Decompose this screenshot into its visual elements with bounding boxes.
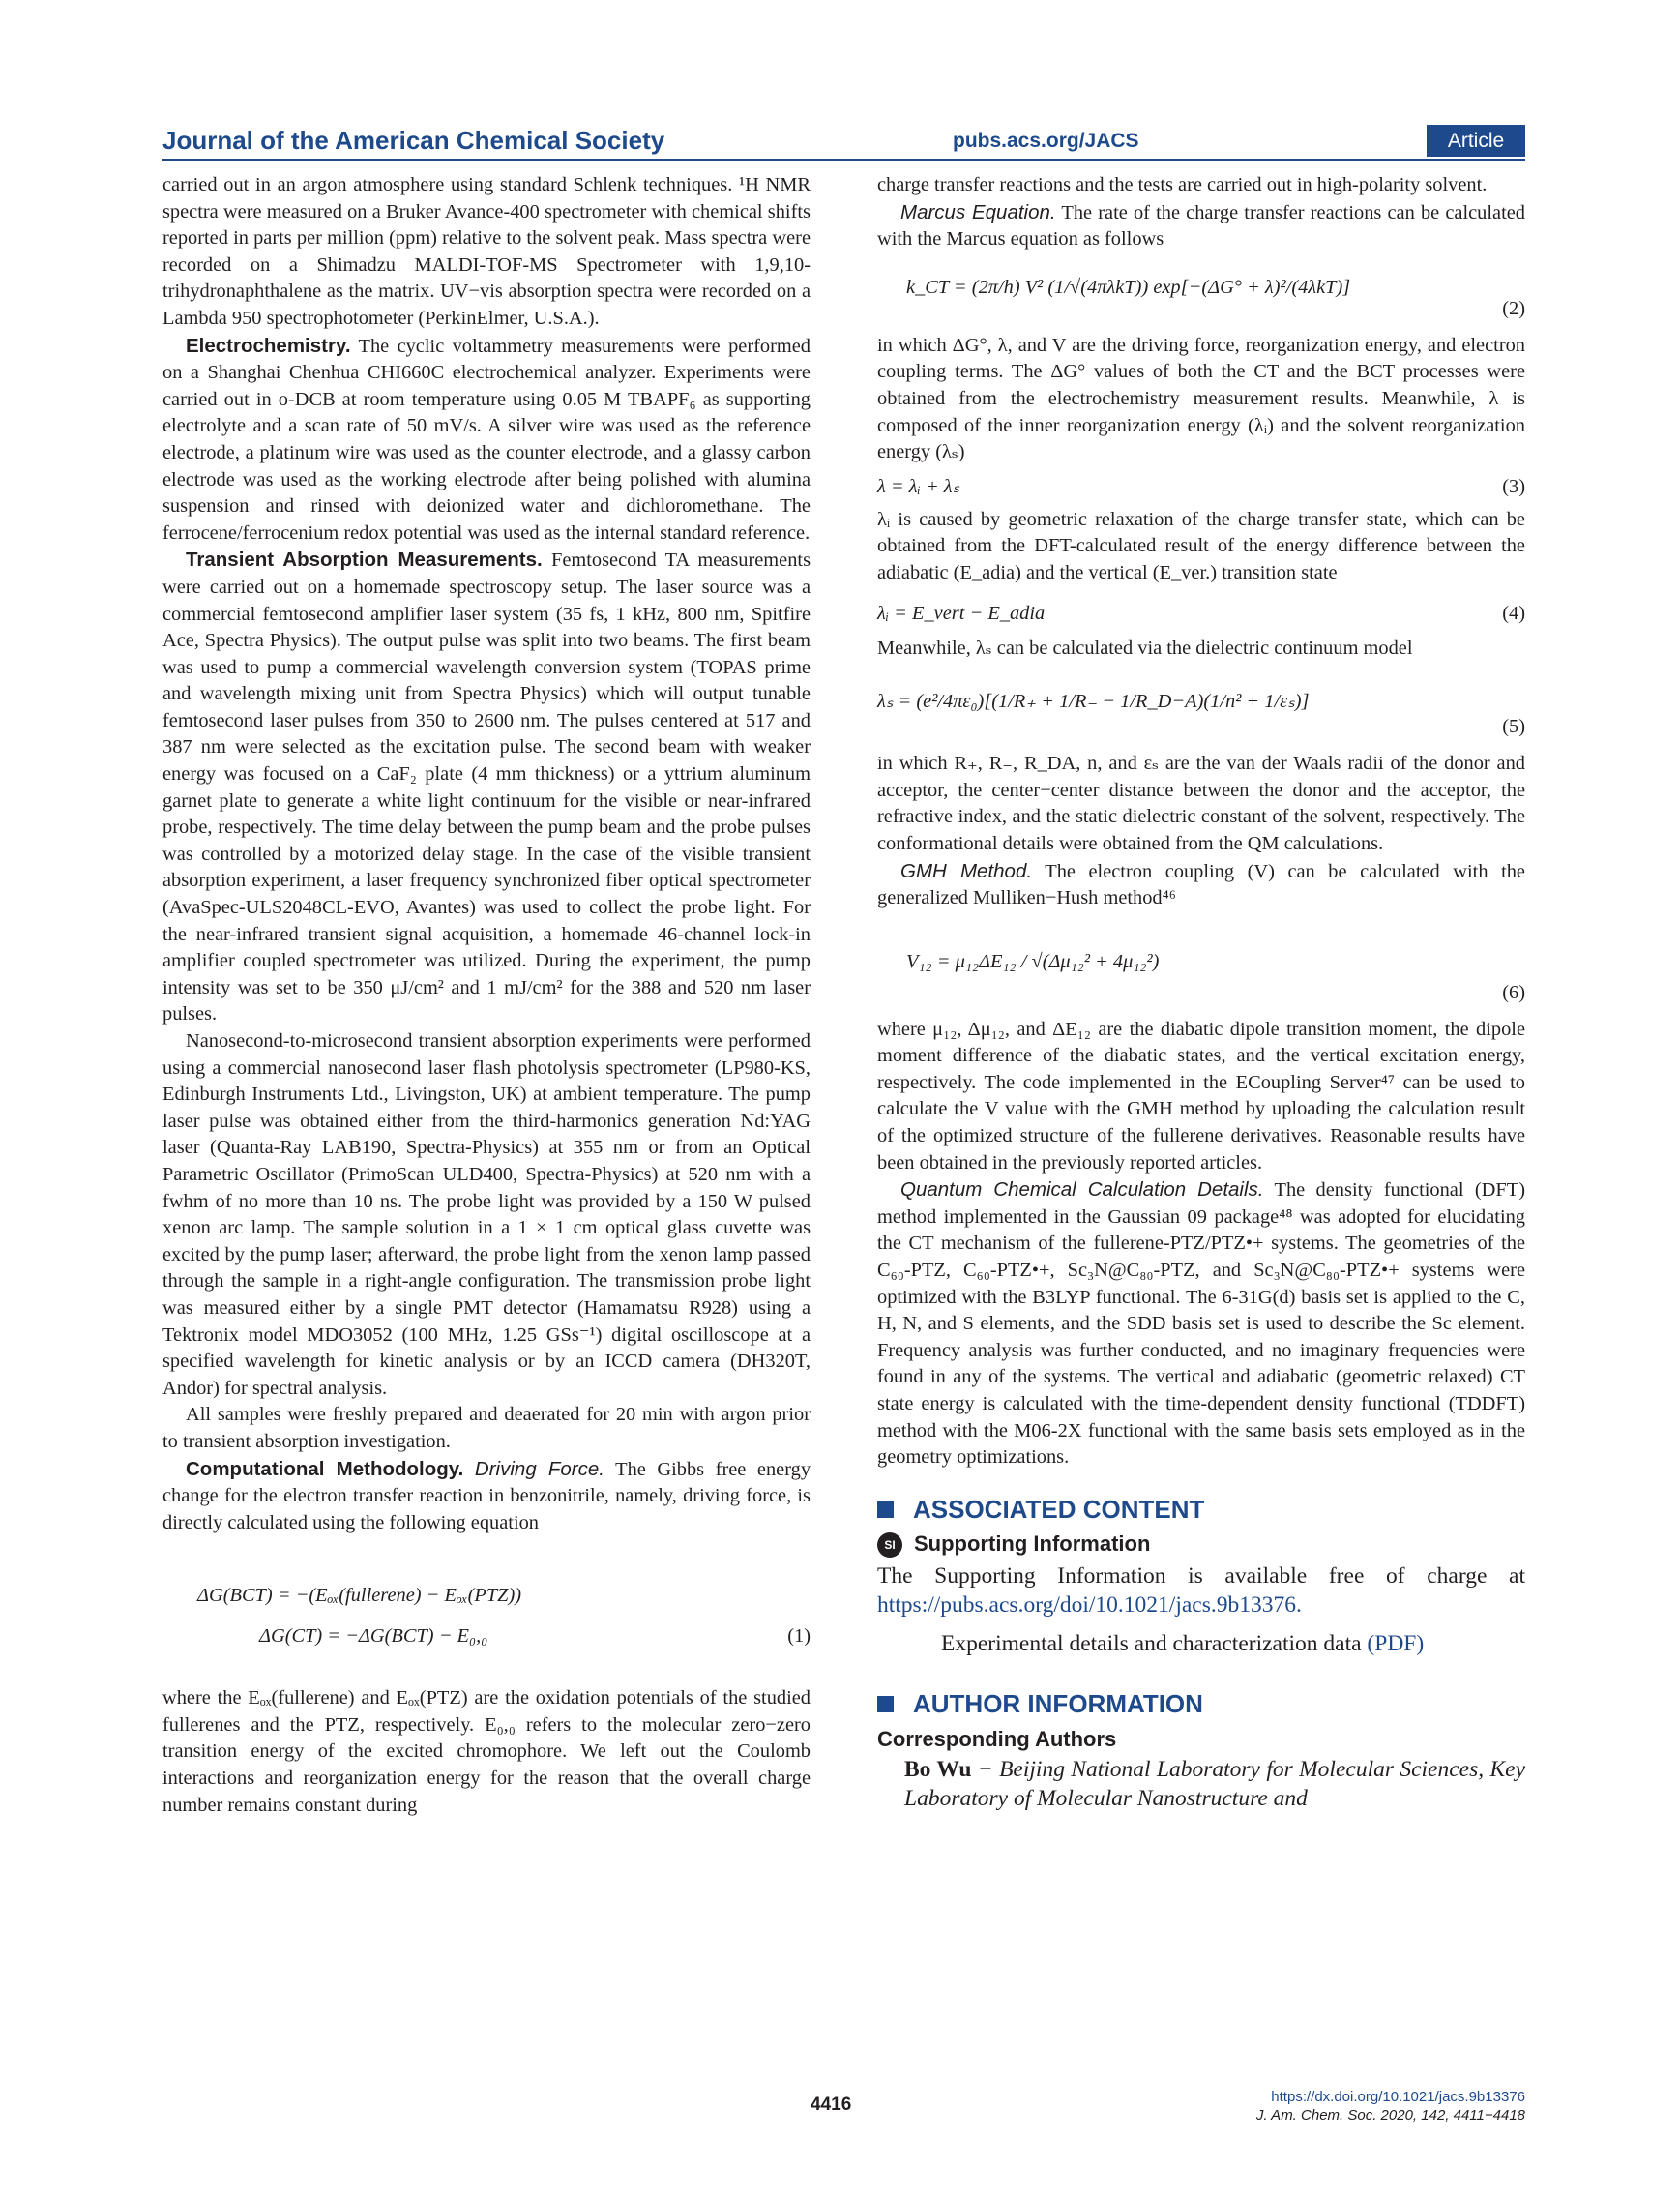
equation-5-body: λₛ = (e²/4πε₀)[(1/R₊ + 1/R₋ − 1/R_D−A)(1/n² + 1/εₛ)]	[877, 691, 1310, 713]
supporting-info-icon: SI	[877, 1532, 902, 1558]
footer-doi-link[interactable]: https://dx.doi.org/10.1021/jacs.9b13376	[1271, 2089, 1525, 2105]
paragraph-samples: All samples were freshly prepared and deaerated for 20 min with argon prior to transient absorption investigation.	[162, 1404, 811, 1452]
si-item: Experimental details and characterization data (PDF)	[941, 1631, 1425, 1657]
equation-6-body: V₁₂ = μ₁₂ΔE₁₂ / √(Δμ₁₂² + 4μ₁₂²)	[906, 950, 1160, 972]
equation-1-number: (1)	[787, 1625, 811, 1648]
left-column	[162, 172, 811, 1819]
equation-3-number: (3)	[1502, 475, 1525, 497]
heading-gmh: GMH Method.	[900, 859, 1033, 882]
equation-6	[877, 912, 1525, 1017]
equation-3	[877, 470, 1525, 507]
equation-1-line-1: ΔG(BCT) = −(Eₒₓ(fullerene) − Eₒₓ(PTZ))	[197, 1585, 522, 1607]
paragraph-marcus: Marcus Equation. The rate of the charge transfer reactions can be calculated with the Marcus equation as follows	[877, 200, 1525, 251]
page-number: 4416	[811, 2095, 852, 2115]
equation-5	[877, 662, 1525, 751]
paragraph-nanosecond: Nanosecond-to-microsecond transient absorption experiments were performed using a commercial nanosecond laser flash photolysis spectrometer (LP980-KS, Edinburgh Instruments Ltd., Livingston, UK) at ambient temperature. The pump laser pulse was obtained either from the third-harmonics generation Nd:YAG laser (Quanta-Ray LAB190, Spectra-Physics) at 355 nm or from an Optical Parametric Oscillator (PrimoScan ULD400, Spectra-Physics) at 520 nm with a fwhm of no more than 10 ns. The probe light was provided by a 150 W pulsed xenon arc lamp. The sample solution in a 1 × 1 cm optical glass cuvette was excited by the pump laser; afterward, the probe light from the xenon lamp passed through the sample in a right-angle configuration. The transmission probe light was measured either by a single PMT detector (Hamamatsu R928) using a Tektronix model MDO3052 (100 MHz, 1.25 GSs⁻¹) digital oscilloscope at a specified wavelength for kinetic analysis or by an ICCD camera (DH320T, Andor) for spectral analysis.	[162, 1030, 811, 1399]
equation-3-body: λ = λᵢ + λₛ	[877, 475, 960, 497]
subsection-supporting-information: SI Supporting Information	[877, 1530, 1525, 1558]
paragraph-solvent: charge transfer reactions and the tests are carried out in high-polarity solvent.	[877, 174, 1488, 195]
heading-computational: Computational Methodology.	[186, 1457, 464, 1480]
paragraph-computational: Computational Methodology. Driving Force. The Gibbs free energy change for the electron transfer reaction in benzonitrile, namely, driving force, is directly calculated using the following equation	[162, 1457, 811, 1533]
equation-2	[877, 253, 1525, 333]
subsection-corresponding-authors: Corresponding Authors	[877, 1726, 1117, 1751]
paragraph-after-eq4: Meanwhile, λₛ can be calculated via the dielectric continuum model	[877, 637, 1413, 659]
heading-marcus: Marcus Equation.	[900, 200, 1056, 223]
equation-4-body: λᵢ = E_vert − E_adia	[877, 602, 1046, 624]
pdf-link[interactable]: (PDF)	[1367, 1631, 1425, 1657]
paragraph-after-eq6: where μ₁₂, Δμ₁₂, and ΔE₁₂ are the diabatic dipole transition moment, the dipole moment difference of the diabatic states, and the vertical excitation energy, respectively. The code implemented in the ECoupling Server⁴⁷ can be used to calculate the V value with the GMH method by uploading the calculation result of the optimized structure of the fullerene derivatives. Reasonable results have been obtained in the previously reported articles.	[877, 1018, 1525, 1174]
paragraph-after-eq1: where the Eₒₓ(fullerene) and Eₒₓ(PTZ) are the oxidation potentials of the studied fullerenes and the PTZ, respectively. E₀,₀ refers to the molecular zero−zero transition energy of the excited chromophore. We left out the Coulomb interactions and reorganization energy for the reason that the overall charge number remains constant during	[162, 1687, 811, 1816]
equation-6-number: (6)	[1502, 981, 1525, 1003]
section-associated-content: ASSOCIATED CONTENT	[877, 1497, 1525, 1524]
equation-5-number: (5)	[1502, 716, 1525, 738]
author-entry	[877, 1755, 1525, 1813]
equation-2-number: (2)	[1502, 297, 1525, 319]
right-column	[877, 172, 1525, 1813]
header-rule	[162, 159, 1525, 161]
heading-electrochemistry: Electrochemistry.	[186, 334, 351, 357]
author-affiliation: − Beijing National Laboratory for Molecular Sciences, Key Laboratory of Molecular Nanostructure and	[904, 1756, 1525, 1811]
paragraph-synthesis: carried out in an argon atmosphere using standard Schlenk techniques. ¹H NMR spectra were measured on a Bruker Avance-400 spectrometer with chemical shifts reported in parts per million (ppm) relative to the solvent peak. Mass spectra were recorded on a Shimadzu MALDI-TOF-MS Spectrometer with 1,9,10-trihydronaphthalene as the matrix. UV−vis absorption spectra were recorded on a Lambda 950 spectrophotometer (PerkinElmer, U.S.A.).	[162, 174, 811, 329]
article-badge: Article	[1427, 125, 1525, 157]
author-name: Bo Wu	[904, 1756, 972, 1782]
equation-1	[162, 1565, 811, 1672]
equation-4-number: (4)	[1502, 602, 1525, 624]
paragraph-after-eq2: in which ΔG°, λ, and V are the driving force, reorganization energy, and electron coupling terms. The ΔG° values of both the CT and the BCT processes were obtained from the electrochemistry measurement results. Meanwhile, λ is composed of the inner reorganization energy (λᵢ) and the solvent reorganization energy (λₛ)	[877, 334, 1525, 463]
section-square-icon	[877, 1696, 894, 1712]
section-square-icon	[877, 1501, 894, 1518]
footer-citation: J. Am. Chem. Soc. 2020, 142, 4411−4418	[1255, 2107, 1525, 2124]
si-link[interactable]: https://pubs.acs.org/doi/10.1021/jacs.9b13376.	[877, 1592, 1302, 1619]
paragraph-transient-absorption: Transient Absorption Measurements. Femtosecond TA measurements were carried out on a homemade spectroscopy setup. The laser source was a commercial femtosecond amplifier laser system (35 fs, 1 kHz, 800 nm, Spitfire Ace, Spectra Physics). The output pulse was split into two beams. The first beam was used to pump a commercial wavelength conversion system (TOPAS prime and wavelength mixing unit from Spectra Physics) which will output tunable femtosecond laser pulses from 350 to 2600 nm. The pulses centered at 517 and 387 nm were selected as the excitation pulse. The second beam with weaker energy was focused on a CaF₂ plate (4 mm thickness) or a yttrium aluminum garnet plate to generate a white light continuum for the visible or near-infrared probe, respectively. The time delay between the pump beam and the probe pulses was controlled by a motorized delay stage. In the case of the visible transient absorption experiment, a laser frequency synchronized fiber optical spectrometer (AvaSpec-ULS2048CL-EVO, Avantes) was used to collect the probe light. For the near-infrared transient signal acquisition, a homemade 46-channel lock-in amplifier coupled spectrometer was utilized. During the experiment, the pump intensity was set to be 350 μJ/cm² and 1 mJ/cm² for the 388 and 520 nm laser pulses.	[162, 549, 811, 1025]
paragraph-si: The Supporting Information is available free of charge at https://pubs.acs.org/doi/10.1021/jacs.9b13376.	[877, 1563, 1525, 1619]
journal-title: Journal of the American Chemical Society	[162, 126, 665, 155]
journal-url[interactable]: pubs.acs.org/JACS	[953, 130, 1139, 152]
paragraph-quantum-chemical: Quantum Chemical Calculation Details. The density functional (DFT) method implemented in the Gaussian 09 package⁴⁸ was adopted for elucidating the CT mechanism of the fullerene-PTZ/PTZ•+ systems. The geometries of the C₆₀-PTZ, C₆₀-PTZ•+, Sc₃N@C₈₀-PTZ, and Sc₃N@C₈₀-PTZ•+ systems were optimized with the B3LYP functional. The 6-31G(d) basis set is applied to the C, H, N, and S elements, and the SDD basis set is used to describe the Sc element. Frequency analysis was further conducted, and no imaginary frequencies were found in any of the systems. The vertical and adiabatic (geometric relaxed) CT state energy is calculated with the time-dependent density functional (TDDFT) method with the M06-2X functional with the same basis sets employed as in the geometry optimizations.	[877, 1178, 1525, 1469]
heading-quantum-chemical: Quantum Chemical Calculation Details.	[900, 1178, 1264, 1202]
paragraph-after-eq3: λᵢ is caused by geometric relaxation of the charge transfer state, which can be obtained from the DFT-calculated result of the energy difference between the adiabatic (E_adia) and the vertical (E_ver.) transition state	[877, 508, 1525, 583]
paragraph-after-eq5: in which R₊, R₋, R_DA, n, and εₛ are the van der Waals radii of the donor and acceptor, the center−center distance between the donor and the acceptor, the refractive index, and the static dielectric constant of the solvent, respectively. The conformational details were obtained from the QM calculations.	[877, 753, 1525, 854]
equation-4	[877, 595, 1525, 636]
paragraph-gmh: GMH Method. The electron coupling (V) can be calculated with the generalized Mulliken−Hush method⁴⁶	[877, 859, 1525, 909]
equation-2-body: k_CT = (2π/ħ) V² (1/√(4πλkT)) exp[−(ΔG° + λ)²/(4λkT)]	[906, 276, 1351, 298]
equation-1-line-2: ΔG(CT) = −ΔG(BCT) − E₀,₀	[259, 1625, 488, 1648]
section-author-information: AUTHOR INFORMATION	[877, 1691, 1525, 1718]
heading-transient-absorption: Transient Absorption Measurements.	[186, 549, 543, 572]
paragraph-electrochemistry: Electrochemistry. The cyclic voltammetry measurements were performed on a Shanghai Chenhua CHI660C electrochemical analyzer. Experiments were carried out in o-DCB at room temperature using 0.05 M TBAPF₆ as supporting electrolyte and a scan rate of 50 mV/s. A silver wire was used as the reference electrode, a platinum wire was used as the counter electrode, and a glassy carbon electrode was used as the working electrode after being polished with alumina suspension and rinsed with deionized water and dichloromethane. The ferrocene/ferrocenium redox potential was used as the internal standard reference.	[162, 334, 811, 544]
subheading-driving-force: Driving Force.	[474, 1457, 604, 1480]
